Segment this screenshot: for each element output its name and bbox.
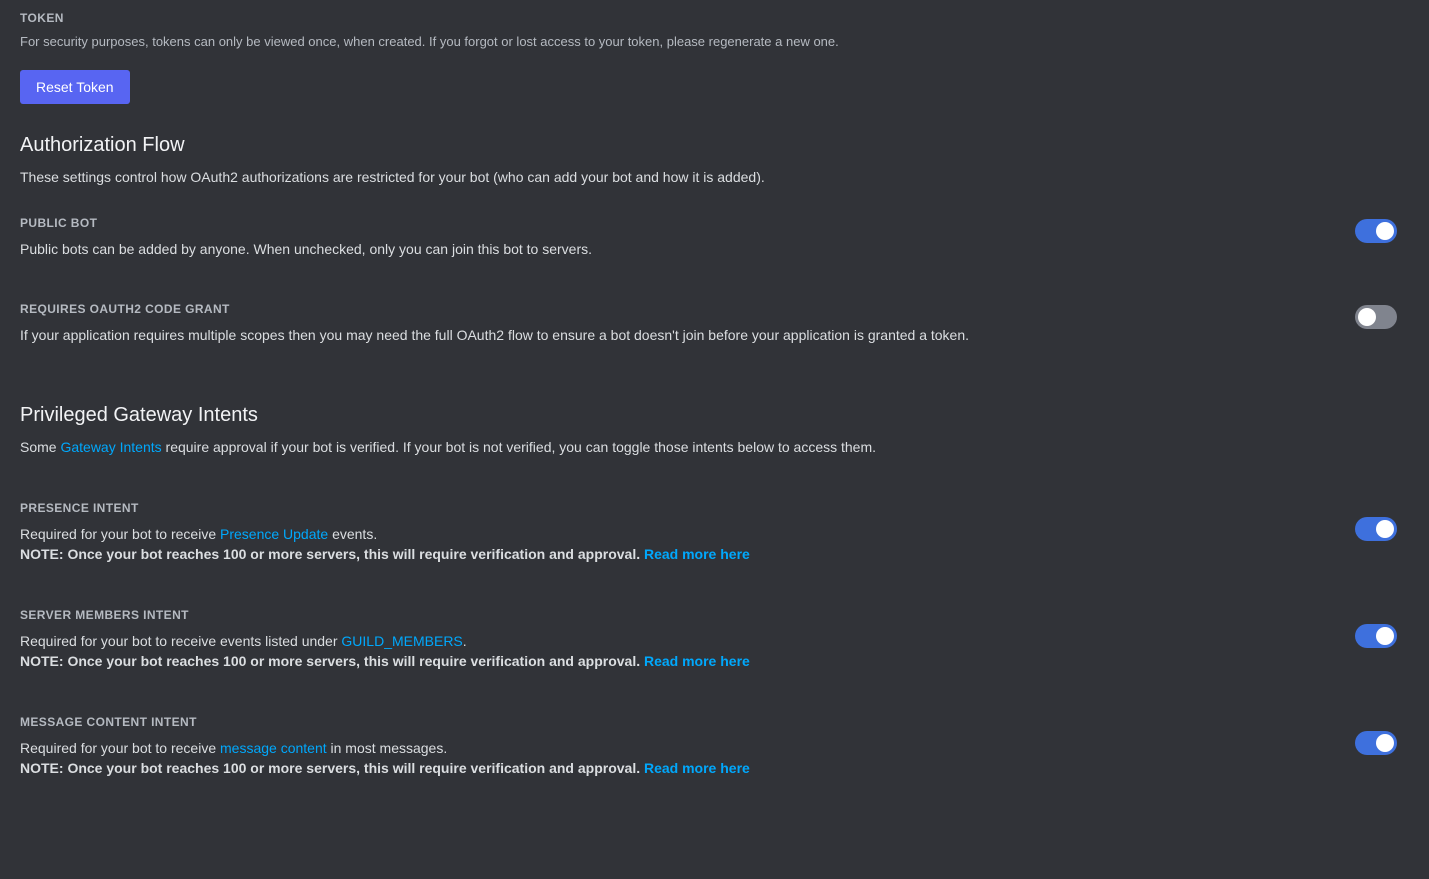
guild-members-link[interactable]: GUILD_MEMBERS [341, 633, 463, 649]
message-content-intent-read-more-link[interactable]: Read more here [643, 760, 750, 776]
server-members-intent-copy [20, 608, 750, 671]
server-members-intent-read-more-link[interactable]: Read more here [643, 653, 750, 669]
oauth2-code-grant-label: REQUIRES OAUTH2 CODE GRANT [20, 302, 230, 316]
message-content-intent-note [20, 758, 750, 778]
public-bot-toggle[interactable] [1355, 219, 1397, 243]
server-members-intent-desc-after: . [462, 633, 467, 649]
message-content-intent-row [20, 715, 1409, 778]
oauth2-code-grant-setting-row [20, 302, 1409, 345]
toggle-knob [1376, 222, 1394, 240]
oauth2-code-grant-toggle[interactable] [1355, 305, 1397, 329]
public-bot-setting-row [20, 216, 1409, 259]
message-content-intent-note-text: NOTE: Once your bot reaches 100 or more servers, this will require verification and approval. [20, 760, 644, 776]
message-content-intent-desc-after: in most messages. [326, 740, 448, 756]
oauth2-code-grant-copy [20, 302, 969, 345]
gateway-intents-link[interactable]: Gateway Intents [60, 439, 162, 455]
token-section [20, 0, 1409, 104]
reset-token-button[interactable]: Reset Token [20, 70, 130, 104]
authorization-flow-description: These settings control how OAuth2 authorizations are restricted for your bot (who can add your bot and how it is added). [20, 169, 765, 185]
presence-intent-note-text: NOTE: Once your bot reaches 100 or more servers, this will require verification and approval. [20, 546, 644, 562]
public-bot-description: Public bots can be added by anyone. When unchecked, only you can join this bot to servers. [20, 241, 593, 257]
server-members-intent-desc-before: Required for your bot to receive events listed under [20, 633, 342, 649]
presence-intent-note [20, 544, 750, 564]
presence-intent-row [20, 501, 1409, 564]
server-members-intent-note [20, 651, 750, 671]
presence-intent-description [20, 524, 750, 544]
server-members-intent-row [20, 608, 1409, 671]
server-members-intent-note-text: NOTE: Once your bot reaches 100 or more servers, this will require verification and approval. [20, 653, 644, 669]
presence-intent-copy [20, 501, 750, 564]
toggle-knob [1376, 627, 1394, 645]
public-bot-label: PUBLIC BOT [20, 216, 98, 230]
message-content-intent-description [20, 738, 750, 758]
message-content-intent-label: MESSAGE CONTENT INTENT [20, 715, 197, 729]
oauth2-code-grant-description: If your application requires multiple scopes then you may need the full OAuth2 flow to ensure a bot doesn't join before your application is granted a token. [20, 327, 970, 343]
toggle-knob [1376, 520, 1394, 538]
presence-intent-read-more-link[interactable]: Read more here [643, 546, 750, 562]
authorization-flow-title: Authorization Flow [20, 134, 185, 156]
message-content-link[interactable]: message content [220, 740, 327, 756]
privileged-gateway-intents-title: Privileged Gateway Intents [20, 404, 258, 426]
privileged-gateway-intents-description [20, 437, 1409, 457]
server-members-intent-toggle[interactable] [1355, 624, 1397, 648]
message-content-intent-toggle[interactable] [1355, 731, 1397, 755]
presence-intent-desc-after: events. [328, 526, 378, 542]
privileged-gateway-intents-section [20, 403, 1409, 778]
intents-desc-after: require approval if your bot is verified. If your bot is not verified, you can toggle those intents below to access them. [161, 439, 877, 455]
message-content-intent-desc-before: Required for your bot to receive [20, 740, 220, 756]
presence-intent-desc-before: Required for your bot to receive [20, 526, 220, 542]
token-description: For security purposes, tokens can only be viewed once, when created. If you forgot or lost access to your token, please regenerate a new one. [20, 34, 839, 49]
intents-desc-before: Some [20, 439, 61, 455]
server-members-intent-description [20, 631, 750, 651]
public-bot-copy [20, 216, 592, 259]
toggle-knob [1358, 308, 1376, 326]
message-content-intent-copy [20, 715, 750, 778]
presence-intent-label: PRESENCE INTENT [20, 501, 139, 515]
authorization-flow-section [20, 133, 1409, 345]
presence-intent-toggle[interactable] [1355, 517, 1397, 541]
presence-update-link[interactable]: Presence Update [220, 526, 329, 542]
toggle-knob [1376, 734, 1394, 752]
server-members-intent-label: SERVER MEMBERS INTENT [20, 608, 189, 622]
token-label: TOKEN [20, 11, 64, 25]
